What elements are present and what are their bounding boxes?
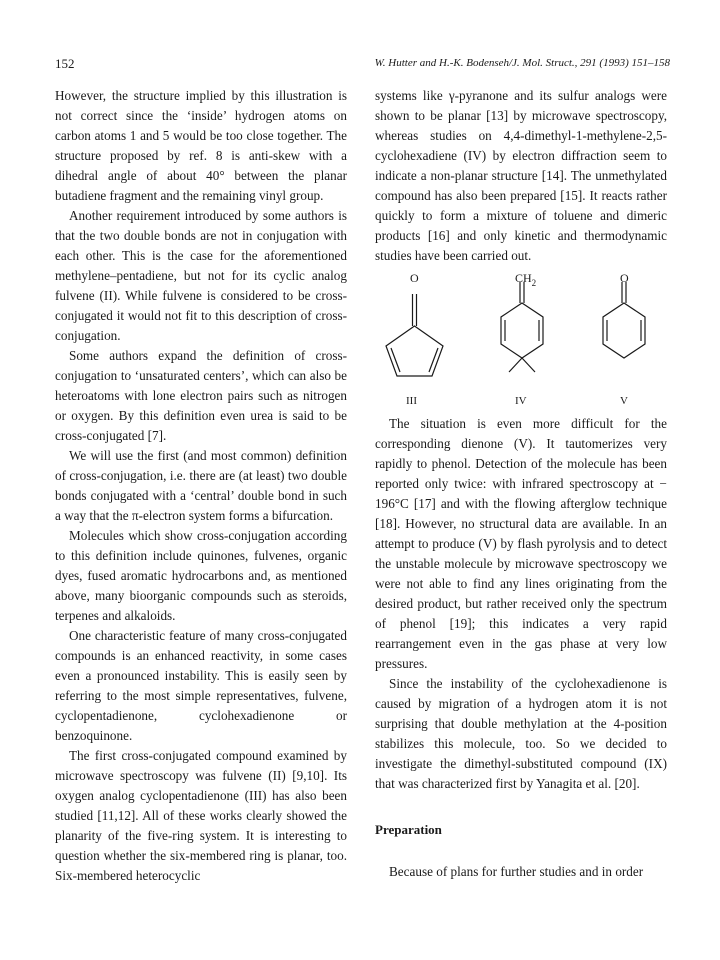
structure-iv-label: IV [515, 395, 527, 407]
running-head: W. Hutter and H.-K. Bodenseh/J. Mol. Struct., 291 (1993) 151–158 [374, 57, 670, 69]
left-column [55, 86, 347, 886]
chemical-structures-figure [375, 268, 667, 406]
methylene-symbol: CH [515, 271, 532, 285]
methylene-subscript: 2 [531, 278, 537, 288]
paragraph: The first cross-conjugated compound examined by microwave spectroscopy was fulvene (II) [9,10]. Its oxygen analog cyclopentadienone (III) has also been studied [11,12]. All of these works clearly showed the planarity of the five-ring system. It is interesting to question whether the six-membered ring is planar, too. Six-membered heterocyclic [55, 748, 347, 883]
structure-iii-label: III [406, 395, 417, 407]
paragraph: systems like γ-pyranone and its sulfur analogs were shown to be planar [13] by microwave spectroscopy, whereas studies on 4,4-dimethyl-1-methylene-2,5-cyclohexadiene (IV) by electron diffraction seem to indicate a non-planar structure [14]. The unmethylated compound has also been prepared [15]. It reacts rather quickly to form a mixture of toluene and dimeric products [16] and only kinetic and thermodynamic studies have been carried out. [375, 88, 667, 263]
structure-v-label: V [620, 395, 628, 407]
page-number: 152 [55, 56, 75, 71]
paragraph: Some authors expand the definition of cross-conjugation to ‘unsaturated centers’, which can also be heteroatoms with lone electron pairs such as nitrogen or oxygen. By this definition even urea is said to be cross-conjugated [7]. [55, 348, 347, 443]
structure-v-drawing [603, 282, 645, 358]
right-column [375, 86, 667, 882]
paragraph: Molecules which show cross-conjugation according to this definition include quinones, fulvenes, organic dyes, fused aromatic hydrocarbons and, as mentioned above, many bioorganic compounds such as steroids, terpenes and alkaloids. [55, 528, 347, 623]
paragraph: The situation is even more difficult for the corresponding dienone (V). It tautomerizes very rapidly to phenol. Detection of the molecule has been reported only twice: with infrared spectroscopy at − 196°C [17] and with the flowing afterglow technique [18]. However, no structural data are available. In an attempt to produce (V) by flash pyrolysis and to detect the unstable molecule by microwave spectroscopy we were not able to find any lines originating from the desired product, but rather received only the spectrum of phenol [19]; this indicates a very rapid rearrangement even in the gas phase at very low pressures. [375, 416, 667, 671]
paragraph: One characteristic feature of many cross-conjugated compounds is an enhanced reactivity, in some cases even a pronounced instability. This is easily seen by referring to the most simple representatives, fulvene, cyclopentadienone, cyclohexadienone or benzoquinone. [55, 628, 347, 743]
structure-v-oxygen: O [620, 271, 629, 285]
section-heading: Preparation [375, 822, 442, 837]
paragraph: However, the structure implied by this illustration is not correct since the ‘inside’ hydrogen atoms on carbon atoms 1 and 5 would be too close together. The structure proposed by ref. 8 is anti-skew with a dihedral angle of about 40° between the planar butadiene fragment and the remaining vinyl group. [55, 88, 347, 203]
structure-iv-drawing [501, 282, 543, 372]
paragraph: Another requirement introduced by some authors is that the two double bonds are not in conjugation with each other. This is the case for the aforementioned methylene–pentadiene, but not for its cyclic analog fulvene (II). While fulvene is considered to be cross-conjugated it would not fit to this description of cross-conjugation. [55, 208, 347, 343]
paragraph: We will use the first (and most common) definition of cross-conjugation, i.e. there are (at least) two double bonds conjugated with a ‘central’ double bond in such a way that the π-electron system forms a bifurcation. [55, 448, 347, 523]
structure-iii-drawing [386, 294, 443, 376]
structure-iv-methylene [515, 268, 536, 289]
paragraph: Since the instability of the cyclohexadienone is caused by migration of a hydrogen atom it is not surprising that double methylation at the 4-position stabilizes this molecule, too. So we decided to investigate the dimethyl-substituted compound (IX) that was characterized first by Yanagita et al. [20]. [375, 676, 667, 791]
structure-iii-oxygen: O [410, 271, 419, 285]
paragraph: Because of plans for further studies and in order [389, 864, 644, 879]
